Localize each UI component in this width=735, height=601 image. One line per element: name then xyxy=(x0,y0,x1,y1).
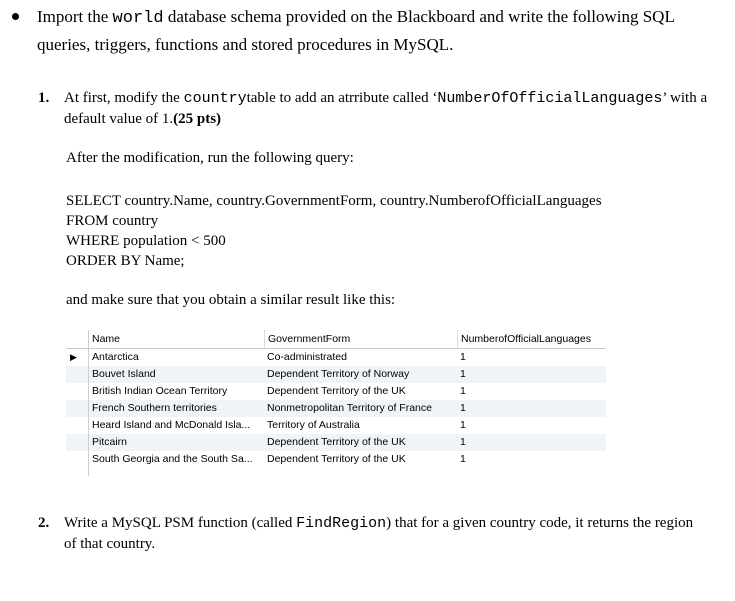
row-indicator xyxy=(66,451,88,468)
header-indicator-cell xyxy=(66,330,88,349)
intro-text xyxy=(37,4,722,58)
cell-name[interactable]: Bouvet Island xyxy=(88,366,264,383)
cell-governmentform[interactable]: Dependent Territory of the UK xyxy=(267,385,406,397)
result-grid-header xyxy=(66,330,606,350)
table-row[interactable] xyxy=(66,366,606,383)
table-row[interactable] xyxy=(66,451,606,468)
cell-governmentform[interactable]: Dependent Territory of Norway xyxy=(264,366,457,383)
cell-languages[interactable]: 1 xyxy=(460,385,466,397)
make-sure-text: and make sure that you obtain a similar result like this: xyxy=(66,292,396,308)
q2-text2: ) that for a given country code, it returns the region of that country. xyxy=(64,515,694,552)
intro-text-part1: Import the xyxy=(37,7,113,26)
question-1-text xyxy=(64,88,718,130)
column-header-name[interactable]: Name xyxy=(88,330,264,349)
question-1-number: 1. xyxy=(38,90,50,106)
cell-name[interactable]: South Georgia and the South Sa... xyxy=(88,451,264,468)
cell-languages[interactable]: 1 xyxy=(457,400,606,417)
cell-name[interactable]: French Southern territories xyxy=(88,400,264,417)
question-2 xyxy=(38,513,708,555)
row-indicator xyxy=(66,366,88,383)
q1-text3: ’ with a default value of 1. xyxy=(64,90,708,127)
table-row[interactable] xyxy=(66,434,606,451)
sql-line: SELECT country.Name, country.GovernmentForm, country.NumberofOfficialLanguages xyxy=(66,193,602,209)
after-modification-text: After the modification, run the following query: xyxy=(66,150,354,166)
q1-points: (25 pts) xyxy=(173,111,222,127)
row-indicator xyxy=(66,434,88,451)
cell-governmentform[interactable]: Nonmetropolitan Territory of France xyxy=(264,400,457,417)
row-indicator xyxy=(66,400,88,417)
bullet-icon xyxy=(12,13,19,20)
question-1 xyxy=(38,88,718,130)
cell-languages[interactable]: 1 xyxy=(457,366,606,383)
q2-text1: Write a MySQL PSM function (called xyxy=(64,515,297,531)
table-row[interactable] xyxy=(66,383,606,400)
result-grid xyxy=(66,330,606,476)
table-row[interactable] xyxy=(66,400,606,417)
q2-code-findregion: FindRegion xyxy=(296,515,387,532)
sql-line: WHERE population < 500 xyxy=(66,233,226,249)
row-indicator xyxy=(66,417,88,434)
q1-text1: At first, modify the xyxy=(64,90,184,106)
cell-languages[interactable]: 1 xyxy=(460,419,466,431)
cell-governmentform[interactable]: Co-administrated xyxy=(267,351,347,363)
table-row[interactable] xyxy=(66,417,606,434)
cell-name[interactable]: British Indian Ocean Territory xyxy=(88,383,264,400)
q1-text2: table to add an atrribute called ‘ xyxy=(246,90,438,106)
cell-name[interactable]: Antarctica xyxy=(88,349,264,366)
cell-governmentform[interactable]: Territory of Australia xyxy=(267,419,360,431)
cell-governmentform[interactable]: Dependent Territory of the UK xyxy=(267,453,406,465)
q1-code-attribute: NumberOfOfficialLanguages xyxy=(437,90,663,107)
column-header-governmentform[interactable]: GovernmentForm xyxy=(264,330,457,349)
cell-name[interactable]: Heard Island and McDonald Isla... xyxy=(88,417,264,434)
question-2-number: 2. xyxy=(38,515,50,531)
cell-governmentform[interactable]: Dependent Territory of the UK xyxy=(264,434,457,451)
current-row-arrow-icon: ▶ xyxy=(70,352,77,362)
q1-code-country: country xyxy=(183,90,247,107)
cell-languages[interactable]: 1 xyxy=(460,351,466,363)
row-indicator xyxy=(66,383,88,400)
cell-languages[interactable]: 1 xyxy=(460,453,466,465)
intro-code-world: world xyxy=(112,9,164,28)
intro-text-part2: database schema provided on the Blackboard and write the following SQL queries, triggers, functions and stored procedures in MySQL. xyxy=(37,7,675,54)
sql-query xyxy=(66,191,602,271)
sql-line: FROM country xyxy=(66,213,159,229)
cell-name[interactable]: Pitcairn xyxy=(88,434,264,451)
table-row[interactable] xyxy=(66,349,606,366)
sql-line: ORDER BY Name; xyxy=(66,253,185,269)
intro-bullet xyxy=(12,4,722,58)
cell-languages[interactable]: 1 xyxy=(457,434,606,451)
column-header-numberofofficiallanguages[interactable]: NumberofOfficialLanguages xyxy=(457,330,606,349)
question-2-text xyxy=(64,513,708,555)
